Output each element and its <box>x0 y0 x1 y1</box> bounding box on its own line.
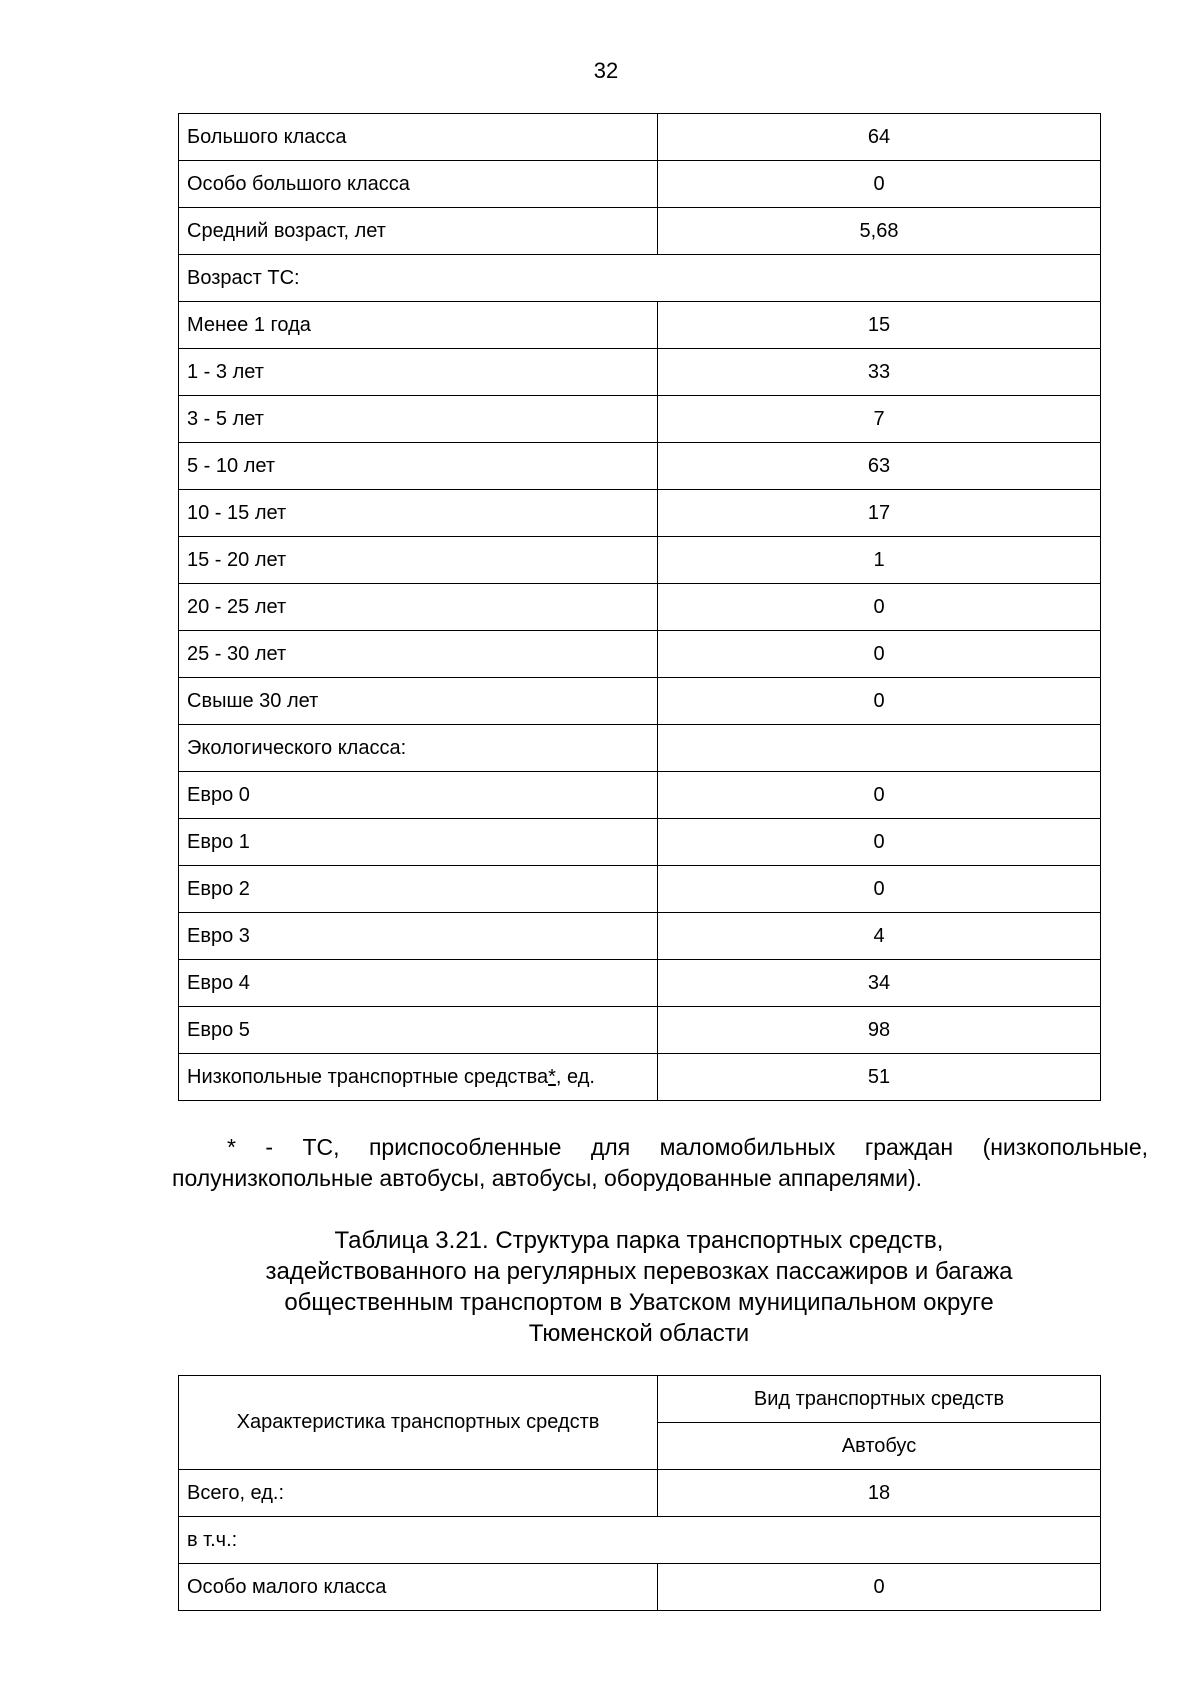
table-row <box>179 1564 1101 1611</box>
footnote-marker: * <box>548 1065 556 1088</box>
table-row <box>179 255 1101 302</box>
table-row <box>179 537 1101 584</box>
row-label: 15 - 20 лет <box>179 537 658 584</box>
table-row <box>179 302 1101 349</box>
caption-line-2: задействованного на регулярных перевозках пассажиров и багажа <box>265 1258 1013 1285</box>
header-characteristic: Характеристика транспортных средств <box>179 1376 658 1470</box>
row-value: 0 <box>658 819 1101 866</box>
caption-line-3: общественным транспортом в Уватском муниципальном округе <box>284 1289 994 1316</box>
row-label: 20 - 25 лет <box>179 584 658 631</box>
vehicle-fleet-table-3-21 <box>178 1375 1101 1611</box>
row-value: 63 <box>658 443 1101 490</box>
table-row <box>179 1517 1101 1564</box>
vehicle-stats-table-continued <box>178 113 1101 1101</box>
row-value: 5,68 <box>658 208 1101 255</box>
row-label: Евро 5 <box>179 1007 658 1054</box>
footnote <box>172 1132 1148 1194</box>
table-row <box>179 913 1101 960</box>
table-row <box>179 772 1101 819</box>
row-label: Евро 3 <box>179 913 658 960</box>
row-label: Особо малого класса <box>179 1564 658 1611</box>
page-number: 32 <box>593 58 619 83</box>
row-label: Свыше 30 лет <box>179 678 658 725</box>
table-row <box>179 1470 1101 1517</box>
row-value: 18 <box>658 1470 1101 1517</box>
table-row <box>179 349 1101 396</box>
row-value: 0 <box>658 1564 1101 1611</box>
row-label: Евро 0 <box>179 772 658 819</box>
row-value: 15 <box>658 302 1101 349</box>
row-label-unit: , ед. <box>555 1065 595 1088</box>
row-value: 0 <box>658 631 1101 678</box>
row-value: 64 <box>658 114 1101 161</box>
row-label-text: Низкопольные транспортные средства <box>187 1065 549 1088</box>
table-row <box>179 114 1101 161</box>
row-label: Особо большого класса <box>179 161 658 208</box>
row-value: 7 <box>658 396 1101 443</box>
row-value: 51 <box>658 1054 1101 1101</box>
row-label: Менее 1 года <box>179 302 658 349</box>
table-row <box>179 208 1101 255</box>
row-label: Средний возраст, лет <box>179 208 658 255</box>
row-value: 4 <box>658 913 1101 960</box>
row-value: 34 <box>658 960 1101 1007</box>
footnote-line-1: * - ТС, приспособленные для маломобильных граждан (низкопольные, <box>227 1134 1148 1160</box>
row-label: в т.ч.: <box>179 1517 1101 1564</box>
row-value <box>658 725 1101 772</box>
row-value: 98 <box>658 1007 1101 1054</box>
row-value: 0 <box>658 772 1101 819</box>
table-row <box>179 631 1101 678</box>
row-value: 1 <box>658 537 1101 584</box>
header-bus: Автобус <box>658 1423 1101 1470</box>
row-label: Большого класса <box>179 114 658 161</box>
row-label: Всего, ед.: <box>179 1470 658 1517</box>
row-label: Евро 2 <box>179 866 658 913</box>
row-value: 33 <box>658 349 1101 396</box>
caption-line-1: Таблица 3.21. Структура парка транспортных средств, <box>334 1227 944 1254</box>
row-label: 25 - 30 лет <box>179 631 658 678</box>
row-value: 0 <box>658 678 1101 725</box>
table-row <box>179 866 1101 913</box>
row-label <box>179 1054 658 1101</box>
row-label: 1 - 3 лет <box>179 349 658 396</box>
table-row <box>179 960 1101 1007</box>
row-value: 17 <box>658 490 1101 537</box>
table-row <box>179 1007 1101 1054</box>
table-caption <box>178 1225 1100 1349</box>
caption-line-4: Тюменской области <box>528 1320 750 1347</box>
table-header-row <box>179 1376 1101 1423</box>
table-row <box>179 490 1101 537</box>
table-row <box>179 819 1101 866</box>
row-value: 0 <box>658 584 1101 631</box>
row-label: 3 - 5 лет <box>179 396 658 443</box>
table-row <box>179 678 1101 725</box>
row-label: Возраст ТС: <box>179 255 1101 302</box>
table-row <box>179 725 1101 772</box>
table-row <box>179 396 1101 443</box>
table-row <box>179 584 1101 631</box>
table-row <box>179 443 1101 490</box>
table-row <box>179 161 1101 208</box>
row-label: Экологического класса: <box>179 725 658 772</box>
row-label: Евро 4 <box>179 960 658 1007</box>
row-label: 5 - 10 лет <box>179 443 658 490</box>
footnote-line-2: полунизкопольные автобусы, автобусы, оборудованные аппарелями). <box>172 1165 923 1191</box>
row-label: Евро 1 <box>179 819 658 866</box>
header-vehicle-type: Вид транспортных средств <box>658 1376 1101 1423</box>
row-value: 0 <box>658 161 1101 208</box>
row-label: 10 - 15 лет <box>179 490 658 537</box>
row-value: 0 <box>658 866 1101 913</box>
table-row <box>179 1054 1101 1101</box>
